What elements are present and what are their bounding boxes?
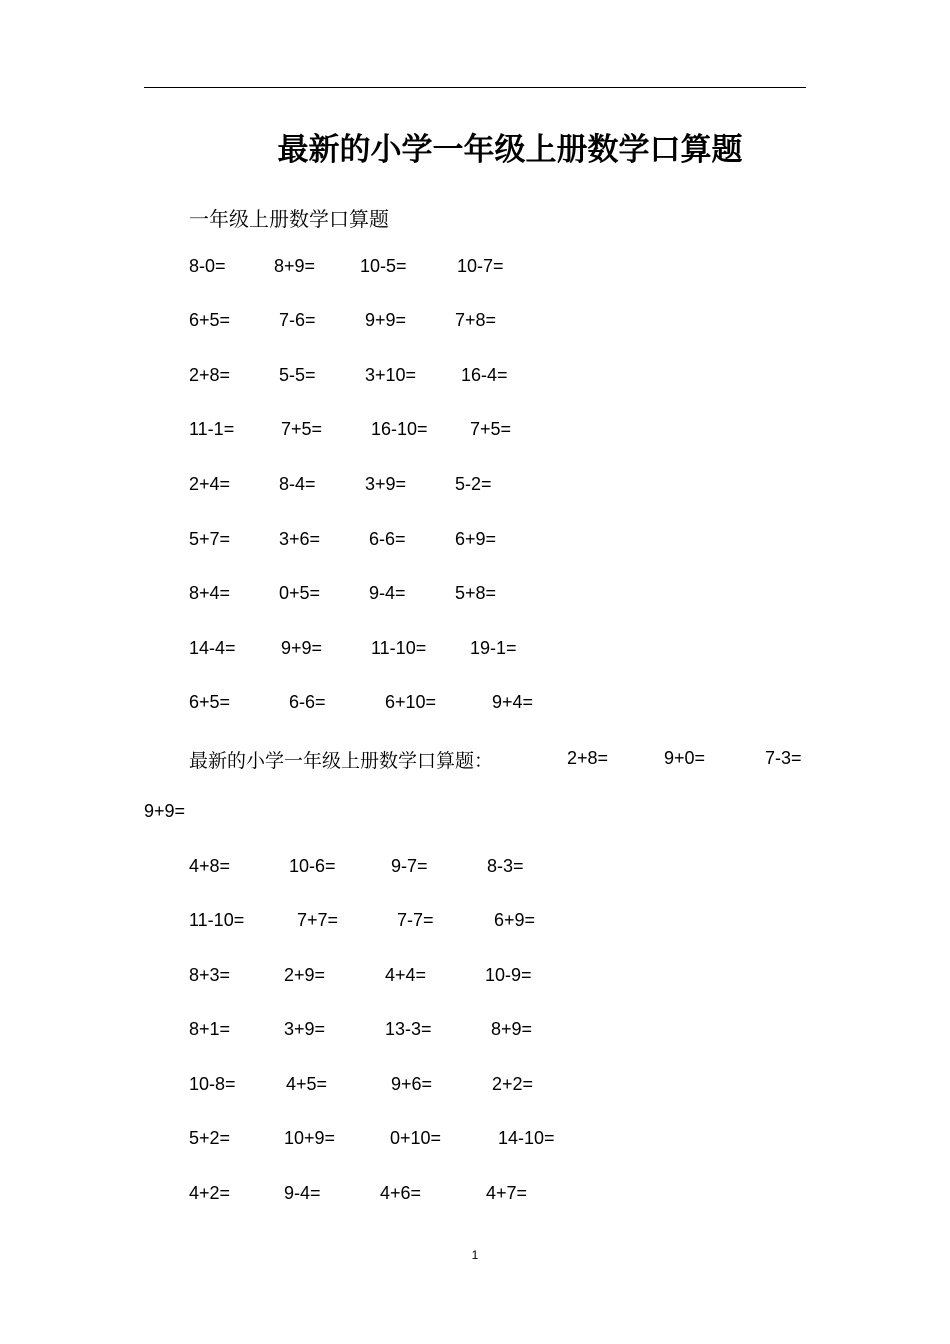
math-problem: 8+1=: [189, 1019, 231, 1039]
math-problem: 7+7=: [297, 910, 339, 930]
math-problem: 6-6=: [289, 692, 326, 712]
math-problem: 2+4=: [189, 474, 231, 494]
math-problem: 4+4=: [385, 965, 427, 985]
math-problem: 9+0=: [664, 748, 706, 768]
paragraph-2-lead: 最新的小学一年级上册数学口算题：: [189, 750, 494, 772]
math-problem: 11-1=: [189, 419, 235, 439]
math-problem: 6+5=: [189, 310, 231, 330]
math-problem: 8+9=: [491, 1019, 533, 1039]
math-problem: 7-6=: [279, 310, 316, 330]
math-problem: 2+8=: [189, 365, 231, 385]
math-problem: 3+9=: [365, 474, 407, 494]
math-problem: 6-6=: [369, 529, 406, 549]
math-problem: 5+2=: [189, 1128, 231, 1148]
math-problem: 5-5=: [279, 365, 316, 385]
math-problem: 6+5=: [189, 692, 231, 712]
math-problem: 8+4=: [189, 583, 231, 603]
math-problem: 0+5=: [279, 583, 321, 603]
math-problem: 6+9=: [494, 910, 536, 930]
math-problem: 4+7=: [486, 1183, 528, 1203]
math-problem: 9-7=: [391, 856, 428, 876]
header-rule: [144, 87, 806, 88]
math-problem: 3+6=: [279, 529, 321, 549]
math-problem: 16-10=: [371, 419, 428, 439]
math-problem: 13-3=: [385, 1019, 432, 1039]
math-problem: 8-3=: [487, 856, 524, 876]
math-problem: 4+2=: [189, 1183, 231, 1203]
section-subtitle: 一年级上册数学口算题: [189, 207, 389, 231]
math-problem: 11-10=: [371, 638, 427, 658]
math-problem: 10-9=: [485, 965, 532, 985]
math-problem: 2+2=: [492, 1074, 534, 1094]
math-problem: 16-4=: [461, 365, 508, 385]
math-problem: 4+8=: [189, 856, 231, 876]
math-problem: 9+6=: [391, 1074, 433, 1094]
math-problem: 7+5=: [470, 419, 512, 439]
page-number: 1: [471, 1248, 479, 1262]
math-problem: 7-3=: [765, 748, 802, 768]
math-problem: 9+9=: [281, 638, 323, 658]
math-problem: 3+10=: [365, 365, 417, 385]
math-problem: 8-0=: [189, 256, 226, 276]
math-problem: 10-7=: [457, 256, 504, 276]
math-problem: 9-4=: [284, 1183, 321, 1203]
math-problem: 4+5=: [286, 1074, 328, 1094]
math-problem: 14-10=: [498, 1128, 555, 1148]
math-problem: 8+9=: [274, 256, 316, 276]
math-problem: 0+10=: [390, 1128, 442, 1148]
math-problem: 10-8=: [189, 1074, 236, 1094]
math-problem: 5+8=: [455, 583, 497, 603]
math-problem: 7+5=: [281, 419, 323, 439]
paragraph-2: [189, 746, 802, 773]
math-problem: 10-6=: [289, 856, 336, 876]
math-problem: 4+6=: [380, 1183, 422, 1203]
math-problem: 5-2=: [455, 474, 492, 494]
math-problem: 6+10=: [385, 692, 437, 712]
math-problem: 2+9=: [284, 965, 326, 985]
document-title: 最新的小学一年级上册数学口算题: [277, 132, 743, 168]
math-problem: 2+8=: [567, 748, 609, 768]
math-problem: 9+9=: [365, 310, 407, 330]
math-problem: 9+9=: [144, 801, 186, 821]
math-problem: 7+8=: [455, 310, 497, 330]
math-problem: 10+9=: [284, 1128, 336, 1148]
math-problem: 5+7=: [189, 529, 231, 549]
math-problem: 8-4=: [279, 474, 316, 494]
math-problem: 8+3=: [189, 965, 231, 985]
math-problem: 9-4=: [369, 583, 406, 603]
math-problem: 9+4=: [492, 692, 534, 712]
math-problem: 10-5=: [360, 256, 407, 276]
math-problem: 6+9=: [455, 529, 497, 549]
math-problem: 19-1=: [470, 638, 517, 658]
math-problem: 3+9=: [284, 1019, 326, 1039]
math-problem: 14-4=: [189, 638, 236, 658]
math-problem: 11-10=: [189, 910, 245, 930]
math-problem: 7-7=: [397, 910, 434, 930]
